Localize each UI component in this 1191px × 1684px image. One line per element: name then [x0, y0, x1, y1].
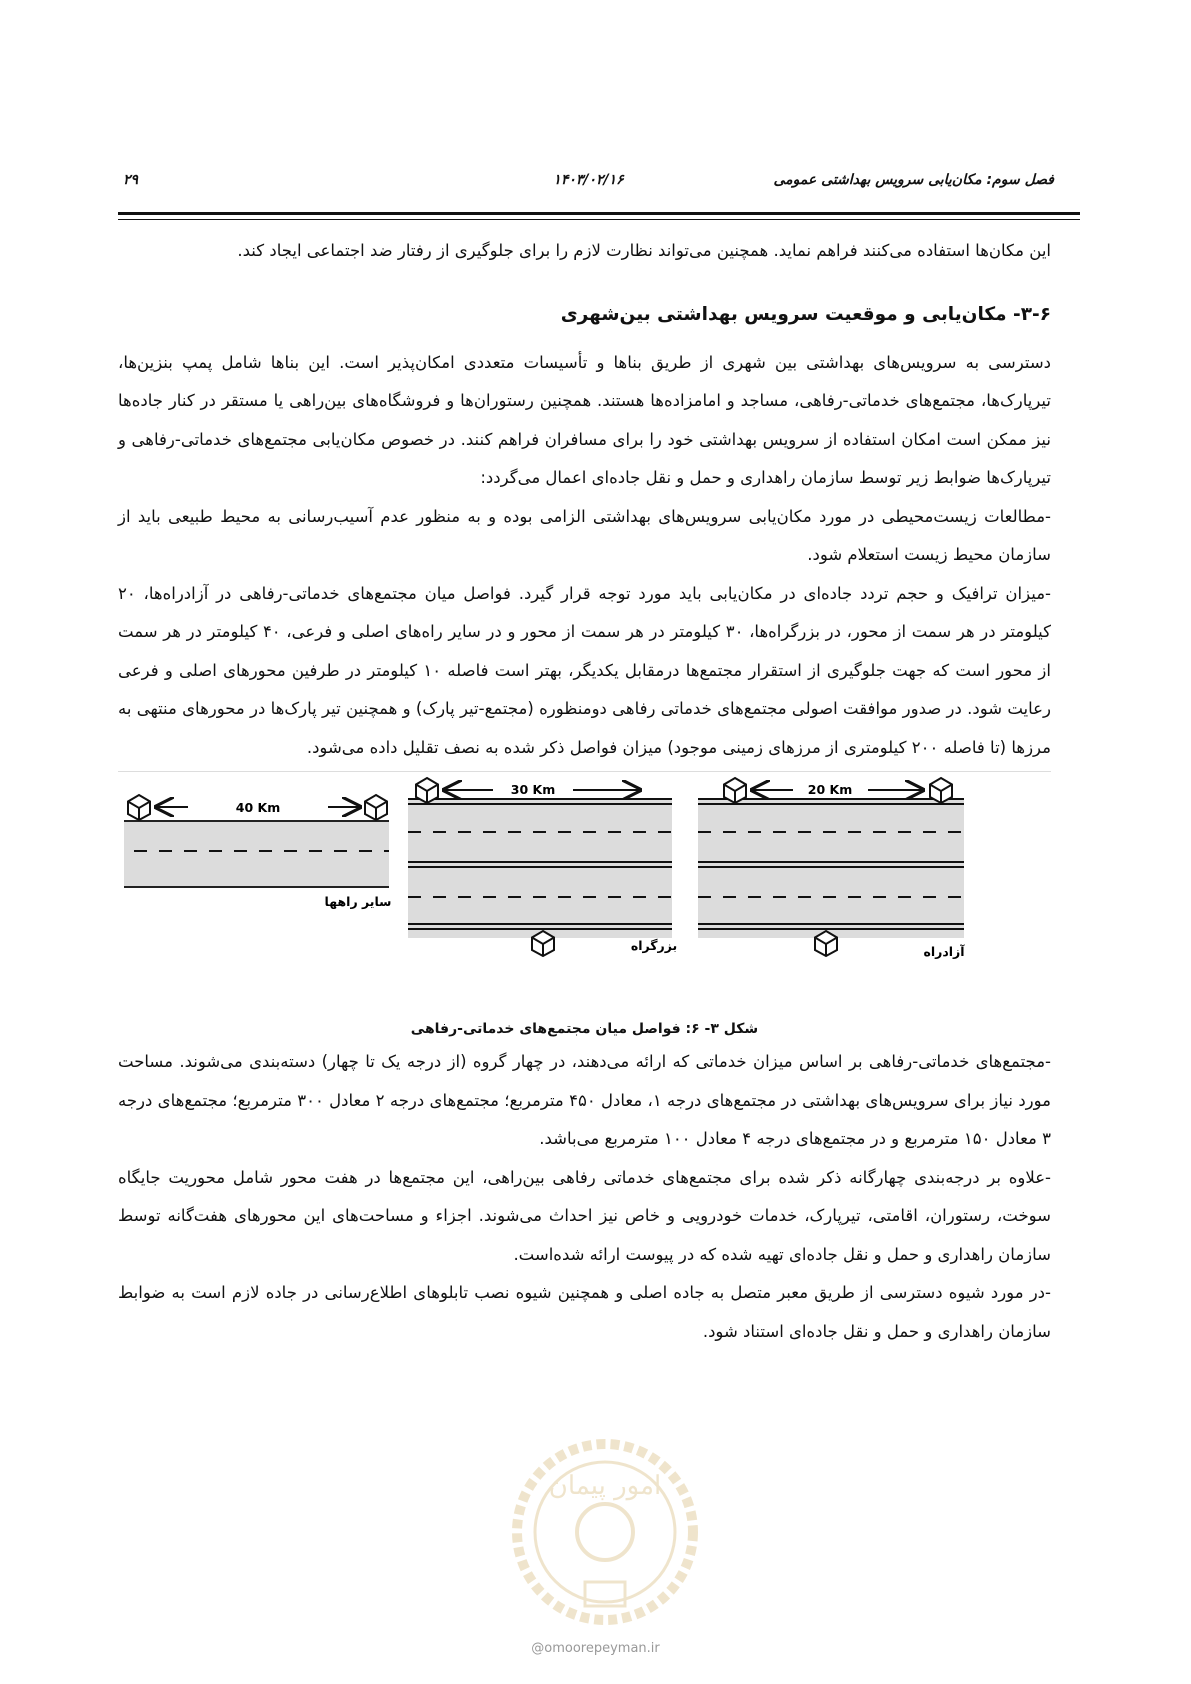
header-rule-thick: [118, 212, 1080, 215]
cube-icon: [416, 778, 438, 803]
bullet-axes: -علاوه بر درجه‌بندی چهارگانه ذکر شده برای مجتمع‌های خدماتی رفاهی بین‌راهی، این مجتمع‌ها در هفت محور شامل محوریت جایگاه سوخت، رستوران، اقامتی، تیرپارک، خدمات خودرویی و خاص نیز احداث می‌شوند. اجزاء و مساحت‌های این محورهای هفت‌گانه توسط سازمان راهداری و حمل و نقل جاده‌ای تهیه شده که در پیوست ارائه شده‌است.: [118, 1167, 1051, 1264]
distance-figure: [118, 771, 1051, 1020]
road-type-other: سایر راهها: [324, 894, 392, 909]
distance-label-30: 30 Km: [510, 782, 556, 797]
page-header: [123, 172, 1054, 196]
page-content: [118, 232, 1051, 1351]
cube-icon: [365, 795, 387, 820]
distance-label-40: 40 Km: [235, 800, 281, 815]
intro-paragraph: این مکان‌ها استفاده می‌کنند فراهم نماید. همچنین می‌تواند نظارت لازم را برای جلوگیری از رفتار ضد اجتماعی ایجاد کند.: [237, 241, 1051, 260]
bullet-environment: -مطالعات زیست‌محیطی در مورد مکان‌یابی سرویس‌های بهداشتی الزامی بوده و به منظور عدم آسیب‌رسانی به محیط طبیعی باید از سازمان محیط زیست استعلام شود.: [118, 506, 1051, 564]
header-date: ۱۴۰۳/۰۲/۱۶: [553, 172, 624, 188]
bullet-access: -در مورد شیوه دسترسی از طریق معبر متصل به جاده اصلی و همچنین شیوه نصب تابلوهای اطلاع‌رسانی در جاده لازم است به ضوابط سازمان راهداری و حمل و نقل جاده‌ای استناد شود.: [118, 1283, 1051, 1341]
watermark-url: @omoorepeyman.ir: [531, 1641, 660, 1656]
section-heading: ۳-۶- مکان‌یابی و موقعیت سرویس بهداشتی بین‌شهری: [560, 303, 1051, 325]
cube-icon: [930, 778, 952, 803]
panel-freeway: [698, 778, 965, 959]
watermark-logo: [505, 1432, 705, 1642]
road-type-freeway: آزادراه: [923, 944, 965, 959]
bullet-traffic: -میزان ترافیک و حجم تردد جاده‌ای در مکان‌یابی باید مورد توجه قرار گیرد. فواصل میان مجتمع‌های خدماتی-رفاهی در آزادراه‌ها، ۲۰ کیلومتر در هر سمت از محور، در بزرگراه‌ها، ۳۰ کیلومتر در هر سمت از محور و در سایر راه‌های اصلی و فرعی، ۴۰ کیلومتر در هر سمت از محور است که جهت جلوگیری از استقرار مجتمع‌ها درمقابل یکدیگر، بهتر است فاصله ۱۰ کیلومتر در طرفین محورهای اصلی و فرعی رعایت شود. در صدور موافقت اصولی مجتمع‌های خدماتی رفاهی دومنظوره (مجتمع-تیر پارک) و همچنین تیر پارک‌ها در محورهای منتهی به مرزها (تا فاصله ۲۰۰ کیلومتری از مرزهای زمینی موجود) میزان فواصل ذکر شده به نصف تقلیل داده می‌شود.: [118, 583, 1051, 757]
bullet-grades: -مجتمع‌های خدماتی-رفاهی بر اساس میزان خدماتی که ارائه می‌دهند، در چهار گروه (از درجه یک تا چهار) دسته‌بندی می‌شوند. مساحت مورد نیاز برای سرویس‌های بهداشتی در مجتمع‌های درجه ۱، معادل ۴۵۰ مترمربع؛ مجتمع‌های درجه ۲ معادل ۳۰۰ مترمربع؛ مجتمع‌های درجه ۳ معادل ۱۵۰ مترمربع و در مجتمع‌های درجه ۴ معادل ۱۰۰ مترمربع می‌باشد.: [118, 1052, 1051, 1148]
section-paragraph: دسترسی به سرویس‌های بهداشتی بین شهری از طریق بناها و تأسیسات متعددی امکان‌پذیر است. این بناها شامل پمپ بنزین‌ها، تیرپارک‌ها، مجتمع‌های خدماتی-رفاهی، مساجد و امامزاده‌ها هستند. همچنین رستوران‌ها و فروشگاه‌های بین‌راهی یا مستقر در کنار جاده‌ها نیز ممکن است امکان استفاده از سرویس بهداشتی خود را برای مسافران فراهم کنند. در خصوص مکان‌یابی مجتمع‌های خدماتی-رفاهی و تیرپارک‌ها ضوابط زیر توسط سازمان راهداری و حمل و نقل جاده‌ای اعمال می‌گردد:: [118, 352, 1051, 487]
distance-label-20: 20 Km: [807, 782, 853, 797]
cube-icon: [128, 795, 150, 820]
cube-icon: [815, 931, 837, 956]
cube-icon: [532, 931, 554, 956]
watermark-text: امور پیمان: [548, 1471, 662, 1501]
chapter-title: فصل سوم: مکان‌یابی سرویس بهداشتی عمومی: [773, 172, 1054, 188]
road-type-expressway: بزرگراه: [630, 938, 678, 953]
panel-expressway: [408, 778, 677, 956]
header-rule-thin: [118, 219, 1080, 220]
road-diagram: [118, 772, 1051, 1020]
page-number: ۲۹: [123, 172, 139, 188]
cube-icon: [724, 778, 746, 803]
panel-other-roads: [124, 795, 391, 909]
figure-caption: شکل ۳- ۶: فواصل میان مجتمع‌های خدماتی-رفاهی: [410, 1021, 759, 1037]
